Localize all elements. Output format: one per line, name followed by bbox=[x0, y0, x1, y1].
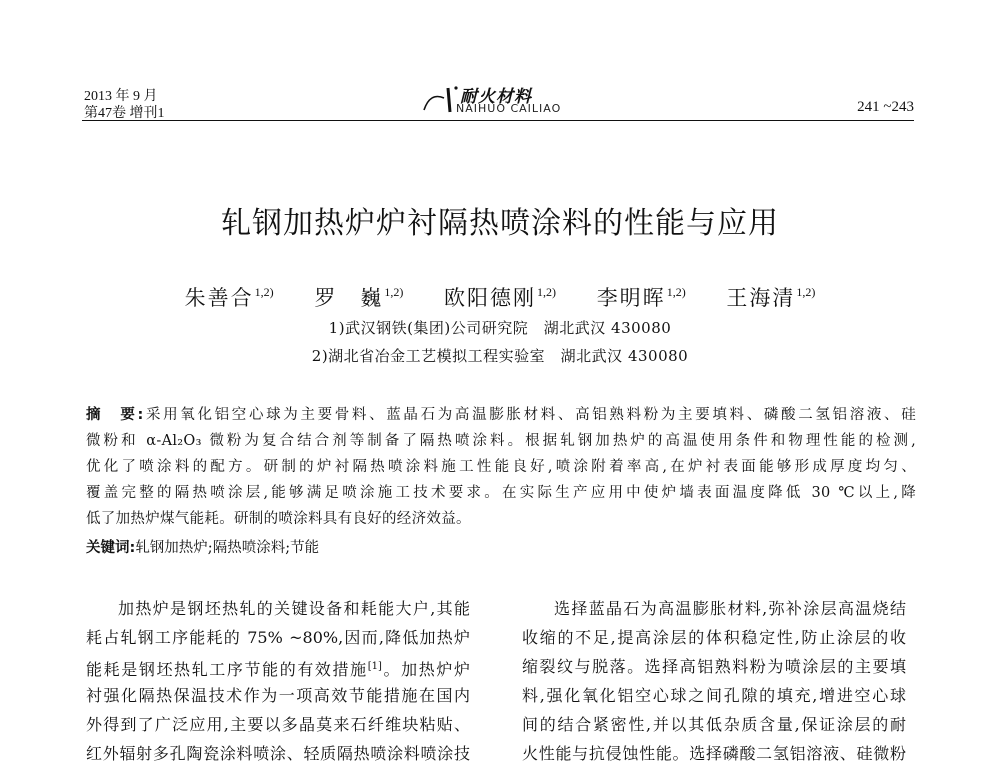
body-text: 。加热炉炉 bbox=[381, 660, 470, 679]
author-name: 朱善合 bbox=[184, 286, 254, 310]
journal-logo bbox=[420, 80, 580, 120]
journal-name-en: NAIHUO CAILIAO bbox=[456, 102, 562, 115]
citation-mark[interactable]: [1] bbox=[367, 661, 382, 672]
header-rule bbox=[82, 120, 914, 121]
page-range: 241 ~243 bbox=[857, 99, 914, 115]
abstract-label: 摘 要: bbox=[86, 407, 144, 423]
author bbox=[185, 282, 274, 312]
keywords-label: 关键词: bbox=[86, 540, 136, 556]
body-line: 收缩的不足,提高涂层的体积稳定性,防止涂层的收 bbox=[522, 628, 906, 647]
author bbox=[597, 282, 686, 312]
author-affiliation-mark: 1,2) bbox=[666, 285, 686, 299]
author-name: 欧阳德刚 bbox=[444, 286, 536, 310]
author-affiliation-mark: 1,2) bbox=[537, 285, 556, 299]
author-name: 李明晖 bbox=[596, 286, 666, 310]
abstract-text: 采用氧化铝空心球为主要骨料、蓝晶石为高温膨胀材料、高铝熟料粉为主要填料、磷酸二氢铝溶液、硅 bbox=[143, 407, 916, 423]
body-line: 间的结合紧密性,并以其低杂质含量,保证涂层的耐 bbox=[522, 715, 906, 734]
body-line: 选择蓝晶石为高温膨胀材料,弥补涂层高温烧结 bbox=[554, 599, 906, 618]
body-column-left bbox=[86, 594, 470, 768]
issue-volume: 第47卷 增刊1 bbox=[84, 106, 165, 121]
author-list bbox=[0, 282, 1000, 312]
keywords bbox=[86, 536, 319, 557]
abstract-line: 微粉和 α-Al₂O₃ 微粉为复合结合剂等制备了隔热喷涂料。根据轧钢加热炉的高温使用条件和物理性能的检测, bbox=[86, 433, 916, 449]
article-title: 轧钢加热炉炉衬隔热喷涂料的性能与应用 bbox=[221, 206, 779, 241]
author-affiliation-mark: 1,2) bbox=[796, 285, 816, 299]
body-line: 缩裂纹与脱落。选择高铝熟料粉为喷涂层的主要填 bbox=[522, 657, 906, 676]
body-line: 耗占轧钢工序能耗的 75% ~80%,因而,降低加热炉 bbox=[86, 628, 470, 647]
author-name: 王海清 bbox=[726, 286, 796, 310]
body-line: 料,强化氧化铝空心球之间孔隙的填充,增进空心球 bbox=[522, 686, 906, 705]
author bbox=[444, 282, 556, 312]
journal-logo-mark-icon bbox=[420, 80, 460, 120]
body-text: 能耗是钢坯热轧工序节能的有效措施 bbox=[86, 660, 368, 679]
abstract-line: 优化了喷涂料的配方。研制的炉衬隔热喷涂料施工性能良好,喷涂附着率高,在炉衬表面能够形成厚度均匀、 bbox=[86, 459, 916, 475]
body-line: 火性能与抗侵蚀性能。选择磷酸二氢铝溶液、硅微粉 bbox=[522, 744, 906, 763]
body-line: 外得到了广泛应用,主要以多晶莫来石纤维块粘贴、 bbox=[86, 715, 470, 734]
author bbox=[314, 282, 403, 312]
body-line bbox=[86, 652, 470, 681]
issue-date: 2013 年 9 月 bbox=[84, 89, 158, 104]
body-line: 红外辐射多孔陶瓷涂料喷涂、轻质隔热喷涂料喷涂技 bbox=[86, 744, 470, 763]
author-affiliation-mark: 1,2) bbox=[254, 285, 274, 299]
abstract bbox=[86, 402, 916, 532]
keywords-text: 轧钢加热炉;隔热喷涂料;节能 bbox=[135, 540, 320, 556]
abstract-line: 低了加热炉煤气能耗。研制的喷涂料具有良好的经济效益。 bbox=[86, 511, 471, 527]
issue-info bbox=[84, 88, 165, 122]
affiliation-1: 1)武汉钢铁(集团)公司研究院 湖北武汉 430080 bbox=[328, 319, 672, 337]
author-affiliation-mark: 1,2) bbox=[384, 285, 404, 299]
abstract-line bbox=[86, 402, 916, 428]
author-name: 罗 巍 bbox=[314, 286, 384, 310]
body-line: 衬强化隔热保温技术作为一项高效节能措施在国内 bbox=[86, 686, 470, 705]
author bbox=[726, 282, 815, 312]
affiliation-2: 2)湖北省冶金工艺模拟工程实验室 湖北武汉 430080 bbox=[311, 347, 689, 365]
body-column-right bbox=[522, 594, 906, 768]
body-line: 加热炉是钢坯热轧的关键设备和耗能大户,其能 bbox=[118, 599, 470, 618]
journal-name-cn: 耐火材料 bbox=[460, 87, 532, 107]
abstract-line: 覆盖完整的隔热喷涂层,能够满足喷涂施工技术要求。在实际生产应用中使炉墙表面温度降低 30 ℃以上,降 bbox=[86, 485, 916, 501]
